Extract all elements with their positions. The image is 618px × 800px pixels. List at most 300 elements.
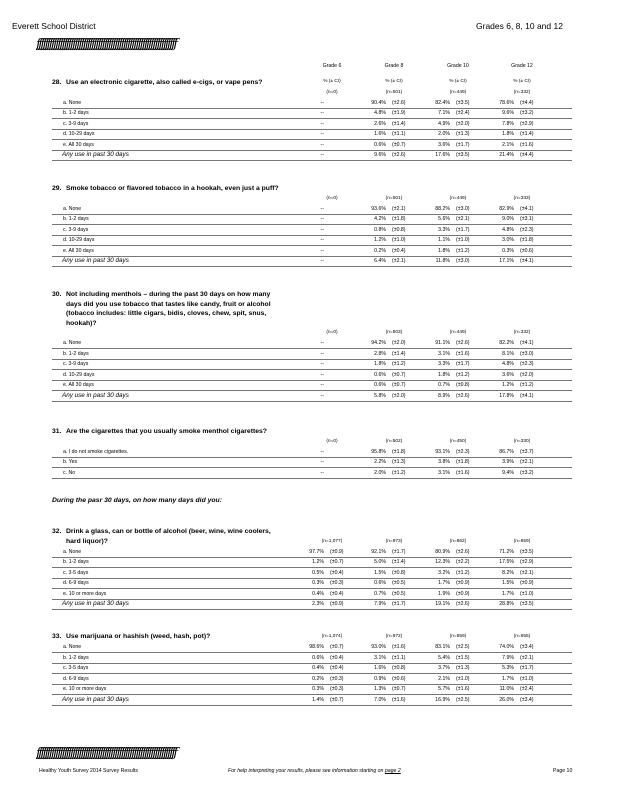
cell-percent: 80.9% bbox=[435, 548, 450, 555]
cell-percent: 5.8% bbox=[374, 392, 386, 399]
cell-ci: (±1.0) bbox=[456, 675, 470, 682]
cell-ci: (±0.3) bbox=[330, 686, 344, 692]
row-label: a. None bbox=[63, 340, 82, 346]
cell-percent: 82.2% bbox=[499, 340, 514, 346]
cell-ci: (±2.1) bbox=[520, 459, 534, 465]
cell-ci: (±3.2) bbox=[520, 469, 534, 476]
cell-percent: 5.7% bbox=[438, 686, 450, 692]
cell-ci: (±0.6) bbox=[392, 675, 406, 682]
sample-size: (n=0) bbox=[326, 195, 338, 201]
cell-percent: 7.9% bbox=[502, 654, 514, 661]
row-label: d. 6-9 days bbox=[63, 580, 89, 586]
cell-percent: 93.6% bbox=[371, 205, 386, 212]
any-use-row bbox=[52, 599, 572, 610]
table-row bbox=[52, 214, 572, 225]
cell-ci: (±0.5) bbox=[392, 590, 406, 597]
cell-percent: 1.4% bbox=[312, 696, 324, 703]
cell-percent: -- bbox=[320, 120, 324, 127]
cell-ci: (±0.4) bbox=[330, 569, 344, 576]
table-row bbox=[52, 674, 572, 685]
table-row bbox=[52, 663, 572, 674]
question-q29 bbox=[52, 184, 287, 194]
sample-size: (n=502) bbox=[385, 438, 403, 444]
cell-ci: (±2.6) bbox=[456, 601, 470, 607]
cell-ci: (±0.9) bbox=[456, 590, 470, 597]
cell-percent: 74.0% bbox=[499, 644, 514, 650]
cell-percent: 1.8% bbox=[502, 131, 514, 137]
cell-percent: 5.3% bbox=[502, 665, 514, 671]
cell-ci: (±0.5) bbox=[392, 580, 406, 586]
cell-percent: 5.0% bbox=[374, 559, 386, 565]
cell-ci: (±1.8) bbox=[392, 216, 406, 222]
footer-help-text bbox=[228, 768, 401, 774]
cell-ci: (±4.1) bbox=[520, 340, 534, 346]
cell-percent: 98.6% bbox=[309, 644, 324, 650]
any-use-row bbox=[52, 695, 572, 706]
row-label: Any use in past 30 days bbox=[62, 391, 129, 399]
sample-size: (n=330) bbox=[513, 438, 531, 444]
cell-ci: (±2.3) bbox=[456, 448, 470, 455]
cell-ci: (±0.7) bbox=[330, 559, 344, 565]
cell-percent: 17.8% bbox=[499, 392, 514, 399]
cell-ci: (±1.7) bbox=[456, 361, 470, 367]
cell-ci: (±1.7) bbox=[392, 548, 406, 555]
cell-percent: -- bbox=[320, 131, 324, 137]
cell-ci: (±1.4) bbox=[392, 350, 406, 357]
cell-ci: (±3.5) bbox=[520, 601, 534, 607]
row-label: a. None bbox=[63, 205, 82, 212]
any-use-row bbox=[52, 150, 572, 161]
cell-percent: 1.2% bbox=[374, 237, 386, 243]
cell-ci: (±3.5) bbox=[456, 99, 470, 106]
cell-percent: -- bbox=[320, 237, 324, 243]
cell-percent: -- bbox=[320, 392, 324, 399]
cell-ci: (±2.0) bbox=[392, 392, 406, 399]
cell-ci: (±0.9) bbox=[330, 601, 344, 607]
cell-ci: (±2.1) bbox=[520, 654, 534, 661]
cell-percent: -- bbox=[320, 382, 324, 388]
table-row bbox=[52, 642, 572, 653]
question-text: Smoke tobacco or flavored tobacco in a hookah, even just a puff? bbox=[66, 185, 279, 192]
row-label: c. No bbox=[63, 469, 76, 476]
cell-percent: 0.2% bbox=[374, 247, 386, 254]
cell-percent: 93.0% bbox=[371, 644, 386, 650]
cell-ci: (±2.0) bbox=[520, 371, 534, 378]
cell-ci: (±1.2) bbox=[392, 361, 406, 367]
cell-ci: (±1.6) bbox=[456, 686, 470, 692]
col-header: % (± CI) bbox=[449, 79, 467, 84]
sample-size: (n=862) bbox=[449, 538, 467, 544]
cell-ci: (±1.2) bbox=[456, 569, 470, 576]
sample-size: (n=449) bbox=[449, 89, 467, 95]
row-label: a. None bbox=[63, 548, 82, 555]
table-row bbox=[52, 204, 572, 215]
cell-ci: (±1.5) bbox=[456, 654, 470, 661]
grade-heading: Grade 8 bbox=[384, 63, 404, 69]
footer-page-link[interactable]: page 2 bbox=[384, 768, 401, 774]
cell-ci: (±4.1) bbox=[520, 392, 534, 399]
cell-ci: (±1.6) bbox=[520, 141, 534, 148]
cell-percent: 0.3% bbox=[312, 580, 324, 586]
question-q32 bbox=[52, 527, 287, 546]
cell-percent: 0.6% bbox=[374, 580, 386, 586]
row-label: b. 1-2 days bbox=[63, 216, 89, 222]
cell-ci: (±3.4) bbox=[520, 696, 534, 703]
cell-ci: (±2.6) bbox=[456, 548, 470, 555]
cell-percent: 97.7% bbox=[309, 548, 324, 555]
cell-ci: (±1.0) bbox=[520, 675, 534, 682]
cell-ci: (±3.4) bbox=[520, 644, 534, 650]
header-rule: ƒƒƒƒƒƒƒƒƒƒƒƒƒƒƒƒƒƒƒƒƒƒƒƒƒƒƒƒƒƒƒƒƒƒƒƒƒƒƒƒƒƒƒƒƒƒƒƒƒƒƒƒƒƒƒƒƒƒƒƒƒƒƒƒƒƒ bbox=[36, 37, 176, 52]
grade-heading: Grade 12 bbox=[511, 63, 533, 69]
cell-percent: 0.7% bbox=[438, 382, 450, 388]
sample-size: (n=655) bbox=[513, 634, 531, 639]
table-row bbox=[52, 129, 572, 140]
table-row bbox=[52, 568, 572, 579]
table-row bbox=[52, 119, 572, 130]
cell-percent: 17.5% bbox=[499, 559, 514, 565]
sample-size: (n=332) bbox=[513, 330, 531, 335]
cell-ci: (±1.1) bbox=[392, 654, 406, 661]
row-label: Any use in past 30 days bbox=[62, 257, 129, 264]
cell-ci: (±0.4) bbox=[330, 590, 344, 597]
footer-page-number: Page 10 bbox=[553, 768, 573, 774]
cell-percent: 1.9% bbox=[438, 590, 450, 597]
cell-ci: (±2.1) bbox=[392, 258, 406, 264]
row-label: c. 3-9 days bbox=[63, 226, 89, 233]
question-number: 33. bbox=[52, 633, 62, 640]
cell-ci: (±0.8) bbox=[392, 665, 406, 671]
grade-heading: Grade 10 bbox=[447, 63, 469, 69]
cell-percent: 7.9% bbox=[374, 601, 386, 607]
cell-percent: 1.7% bbox=[502, 590, 514, 597]
cell-percent: 0.7% bbox=[374, 590, 386, 597]
cell-percent: 0.3% bbox=[312, 686, 324, 692]
cell-percent: 8.2% bbox=[502, 569, 514, 576]
cell-percent: 0.2% bbox=[312, 675, 324, 682]
cell-percent: 1.6% bbox=[374, 131, 386, 137]
row-label: c. 3-5 days bbox=[63, 569, 89, 576]
cell-ci: (±2.4) bbox=[520, 686, 534, 692]
question-q31 bbox=[52, 427, 287, 437]
row-label: b. 1-2 days bbox=[63, 110, 89, 116]
cell-ci: (±1.8) bbox=[456, 459, 470, 465]
question-number: 29. bbox=[52, 185, 62, 192]
row-label: e. 10 or more days bbox=[63, 686, 107, 692]
question-text: Are the cigarettes that you usually smoke menthol cigarettes? bbox=[66, 428, 267, 435]
row-label: Any use in past 30 days bbox=[62, 600, 129, 607]
cell-ci: (±0.6) bbox=[520, 247, 534, 254]
grade-heading: Grade 6 bbox=[322, 63, 342, 69]
cell-percent: 6.4% bbox=[374, 258, 386, 264]
cell-percent: 93.1% bbox=[435, 448, 450, 455]
cell-ci: (±4.4) bbox=[520, 99, 534, 106]
cell-ci: (±1.8) bbox=[520, 237, 534, 243]
row-label: b. Yes bbox=[63, 459, 78, 465]
cell-ci: (±2.1) bbox=[520, 569, 534, 576]
sample-size: (n=503) bbox=[385, 330, 403, 335]
cell-percent: 0.8% bbox=[374, 226, 386, 233]
cell-percent: 1.7% bbox=[502, 675, 514, 682]
cell-percent: 3.1% bbox=[374, 654, 386, 661]
table-row bbox=[52, 457, 572, 468]
cell-percent: 4.8% bbox=[502, 226, 514, 233]
cell-percent: 3.7% bbox=[438, 665, 450, 671]
row-label: a. I do not smoke cigarettes. bbox=[63, 448, 129, 455]
cell-ci: (±1.8) bbox=[392, 448, 406, 455]
row-label: d. 10-29 days bbox=[63, 371, 95, 378]
table-row bbox=[52, 235, 572, 246]
cell-percent: 90.4% bbox=[371, 99, 386, 106]
cell-percent: 8.1% bbox=[502, 350, 514, 357]
header-grades: Grades 6, 8, 10 and 12 bbox=[476, 21, 563, 31]
row-label: b. 1-2 days bbox=[63, 350, 89, 357]
footer-help-prefix: For help interpreting your results, please see information starting on bbox=[228, 768, 385, 774]
cell-ci: (±1.7) bbox=[520, 665, 534, 671]
cell-percent: 19.1% bbox=[435, 601, 450, 607]
cell-percent: 3.9% bbox=[502, 459, 514, 465]
cell-percent: 0.6% bbox=[374, 141, 386, 148]
cell-ci: (±1.2) bbox=[520, 382, 534, 388]
row-label: c. 3-9 days bbox=[63, 120, 89, 127]
row-label: e. All 30 days bbox=[63, 141, 94, 148]
cell-percent: 3.2% bbox=[438, 569, 450, 576]
cell-percent: 1.6% bbox=[374, 665, 386, 671]
table-row bbox=[52, 468, 572, 479]
cell-percent: 1.5% bbox=[374, 569, 386, 576]
cell-percent: 0.4% bbox=[312, 590, 324, 597]
cell-ci: (±0.4) bbox=[330, 654, 344, 661]
cell-percent: 4.2% bbox=[374, 216, 386, 222]
sample-size: (n=501) bbox=[385, 195, 403, 201]
table-row bbox=[52, 246, 572, 257]
cell-ci: (±3.1) bbox=[520, 216, 534, 222]
table-row bbox=[52, 370, 572, 381]
cell-ci: (±1.7) bbox=[456, 141, 470, 148]
cell-percent: 2.2% bbox=[374, 459, 386, 465]
cell-percent: 2.0% bbox=[438, 131, 450, 137]
sample-size: (n=450) bbox=[449, 438, 467, 444]
cell-ci: (±1.0) bbox=[456, 237, 470, 243]
cell-ci: (±3.2) bbox=[520, 110, 534, 116]
cell-ci: (±1.2) bbox=[456, 247, 470, 254]
cell-ci: (±0.3) bbox=[330, 580, 344, 586]
question-number: 28. bbox=[52, 79, 62, 86]
table-row bbox=[52, 578, 572, 589]
cell-ci: (±1.0) bbox=[392, 237, 406, 243]
cell-ci: (±3.0) bbox=[456, 258, 470, 264]
table-row bbox=[52, 140, 572, 151]
cell-ci: (±4.4) bbox=[520, 152, 534, 158]
sample-size: (n=449) bbox=[449, 195, 467, 201]
cell-percent: 92.1% bbox=[371, 548, 386, 555]
cell-ci: (±0.9) bbox=[456, 580, 470, 586]
cell-percent: 3.3% bbox=[438, 226, 450, 233]
sample-size: (n=859) bbox=[449, 634, 467, 639]
cell-percent: 28.8% bbox=[499, 601, 514, 607]
question-text: Use marijuana or hashish (weed, hash, pot)? bbox=[66, 633, 211, 640]
row-label: d. 6-9 days bbox=[63, 675, 89, 682]
cell-ci: (±1.6) bbox=[456, 350, 470, 357]
row-label: c. 3-5 days bbox=[63, 665, 89, 671]
cell-ci: (±2.3) bbox=[520, 361, 534, 367]
cell-percent: -- bbox=[320, 110, 324, 116]
question-number: 32. bbox=[52, 528, 62, 535]
cell-ci: (±1.3) bbox=[456, 665, 470, 671]
cell-percent: 1.8% bbox=[438, 247, 450, 254]
header-district: Everett School District bbox=[12, 21, 96, 31]
cell-percent: 82.9% bbox=[499, 205, 514, 212]
cell-percent: 3.6% bbox=[502, 371, 514, 378]
sample-size: (n=332) bbox=[513, 89, 531, 95]
question-text: Drink a glass, can or bottle of alcohol (beer, wine, wine coolers, hard liquor)? bbox=[66, 528, 271, 545]
cell-percent: 1.8% bbox=[374, 361, 386, 367]
cell-ci: (±2.3) bbox=[520, 226, 534, 233]
footer-survey-name: Healthy Youth Survey 2014 Survey Results bbox=[39, 768, 138, 774]
table-row bbox=[52, 225, 572, 236]
cell-ci: (±1.4) bbox=[520, 131, 534, 137]
row-label: e. 10 or more days bbox=[63, 590, 107, 597]
sample-size: (n=659) bbox=[513, 538, 531, 544]
cell-percent: 26.0% bbox=[499, 696, 514, 703]
cell-percent: 0.9% bbox=[374, 675, 386, 682]
cell-ci: (±1.9) bbox=[392, 110, 406, 116]
sample-size: (n=0) bbox=[326, 330, 338, 335]
any-use-row bbox=[52, 256, 572, 267]
cell-percent: 83.1% bbox=[435, 644, 450, 650]
cell-percent: -- bbox=[320, 141, 324, 148]
cell-percent: 17.1% bbox=[499, 258, 514, 264]
cell-ci: (±2.1) bbox=[456, 216, 470, 222]
cell-percent: 1.7% bbox=[438, 580, 450, 586]
cell-percent: 0.6% bbox=[312, 654, 324, 661]
cell-percent: 8.9% bbox=[438, 392, 450, 399]
cell-percent: 12.3% bbox=[435, 559, 450, 565]
cell-ci: (±0.7) bbox=[392, 686, 406, 692]
cell-ci: (±0.7) bbox=[392, 371, 406, 378]
table-row bbox=[52, 108, 572, 119]
cell-ci: (±2.0) bbox=[456, 120, 470, 127]
table-row bbox=[52, 684, 572, 695]
cell-ci: (±1.3) bbox=[456, 131, 470, 137]
row-label: Any use in past 30 days bbox=[62, 151, 129, 158]
cell-percent: 9.6% bbox=[374, 152, 386, 158]
row-label: d. 10-29 days bbox=[63, 131, 95, 137]
cell-ci: (±0.7) bbox=[330, 644, 344, 650]
cell-percent: -- bbox=[320, 371, 324, 378]
cell-percent: 88.2% bbox=[435, 205, 450, 212]
cell-percent: 3.6% bbox=[438, 141, 450, 148]
cell-ci: (±2.1) bbox=[392, 205, 406, 212]
table-row bbox=[52, 349, 572, 360]
cell-percent: 17.6% bbox=[435, 152, 450, 158]
cell-percent: -- bbox=[320, 247, 324, 254]
cell-percent: 86.7% bbox=[499, 448, 514, 455]
cell-ci: (±2.5) bbox=[456, 644, 470, 650]
sample-size: (n=0) bbox=[326, 89, 338, 95]
cell-percent: 78.6% bbox=[499, 99, 514, 106]
cell-percent: 9.6% bbox=[502, 110, 514, 116]
row-label: d. 10-29 days bbox=[63, 237, 95, 243]
sample-size: (n=973) bbox=[385, 538, 403, 544]
question-number: 30. bbox=[52, 291, 62, 298]
cell-percent: 16.9% bbox=[435, 696, 450, 703]
sample-size: (n=972) bbox=[385, 634, 403, 639]
cell-ci: (±1.6) bbox=[392, 644, 406, 650]
cell-percent: 0.6% bbox=[374, 371, 386, 378]
cell-ci: (±0.4) bbox=[392, 247, 406, 254]
cell-percent: 2.1% bbox=[438, 675, 450, 682]
question-text: Not including menthols – during the past 30 days on how many days did you use tobacco that tastes like candy, fruit or alcohol (tobacco includes: little cigars, bidis, cloves, chew, spit, snus, hookah)? bbox=[66, 291, 271, 327]
cell-percent: -- bbox=[320, 216, 324, 222]
question-number: 31. bbox=[52, 428, 62, 435]
cell-ci: (±2.2) bbox=[456, 559, 470, 565]
cell-ci: (±2.4) bbox=[456, 110, 470, 116]
cell-ci: (±0.4) bbox=[330, 665, 344, 671]
section-intro: During the pasr 30 days, on how many days did you: bbox=[52, 497, 222, 504]
cell-percent: 3.3% bbox=[438, 361, 450, 367]
cell-percent: 95.8% bbox=[371, 448, 386, 455]
cell-ci: (±0.7) bbox=[392, 141, 406, 148]
cell-ci: (±0.7) bbox=[330, 696, 344, 703]
cell-percent: 21.4% bbox=[499, 152, 514, 158]
cell-percent: 0.5% bbox=[312, 569, 324, 576]
cell-ci: (±0.8) bbox=[392, 569, 406, 576]
cell-ci: (±1.7) bbox=[392, 601, 406, 607]
cell-ci: (±4.1) bbox=[520, 205, 534, 212]
cell-ci: (±2.5) bbox=[456, 696, 470, 703]
row-label: e. All 30 days bbox=[63, 382, 94, 388]
cell-ci: (±2.6) bbox=[456, 392, 470, 399]
cell-ci: (±1.7) bbox=[456, 226, 470, 233]
cell-ci: (±2.9) bbox=[520, 120, 534, 127]
cell-percent: 11.8% bbox=[435, 258, 450, 264]
row-label: b. 1-2 days bbox=[63, 654, 89, 661]
cell-percent: -- bbox=[320, 469, 324, 476]
cell-ci: (±1.2) bbox=[392, 469, 406, 476]
cell-ci: (±2.6) bbox=[456, 340, 470, 346]
any-use-row bbox=[52, 391, 572, 402]
sample-size: (n=449) bbox=[449, 330, 467, 335]
cell-percent: 0.4% bbox=[312, 665, 324, 671]
row-label: c. 3-9 days bbox=[63, 361, 89, 367]
cell-percent: 1.1% bbox=[438, 237, 450, 243]
cell-ci: (±2.9) bbox=[520, 559, 534, 565]
cell-percent: 1.2% bbox=[502, 382, 514, 388]
footer-rule: ƒƒƒƒƒƒƒƒƒƒƒƒƒƒƒƒƒƒƒƒƒƒƒƒƒƒƒƒƒƒƒƒƒƒƒƒƒƒƒƒƒƒƒƒƒƒƒƒƒƒƒƒƒƒƒƒƒƒƒƒƒƒƒƒƒƒ bbox=[36, 746, 176, 761]
sample-size: (n=1,077) bbox=[321, 538, 343, 544]
cell-ci: (±0.8) bbox=[392, 226, 406, 233]
col-header: % (± CI) bbox=[513, 79, 531, 84]
sample-size: (n=333) bbox=[513, 195, 531, 201]
cell-percent: 11.0% bbox=[499, 686, 514, 692]
row-label: e. All 30 days bbox=[63, 247, 94, 254]
cell-ci: (±0.9) bbox=[520, 580, 534, 586]
cell-ci: (±2.6) bbox=[392, 99, 406, 106]
table-row bbox=[52, 557, 572, 568]
cell-ci: (±1.0) bbox=[520, 590, 534, 597]
cell-percent: -- bbox=[320, 340, 324, 346]
cell-percent: 3.1% bbox=[438, 469, 450, 476]
cell-percent: -- bbox=[320, 226, 324, 233]
cell-ci: (±0.7) bbox=[392, 382, 406, 388]
cell-percent: 1.3% bbox=[374, 686, 386, 692]
table-row bbox=[52, 589, 572, 600]
cell-ci: (±3.0) bbox=[520, 350, 534, 357]
cell-ci: (±4.1) bbox=[520, 258, 534, 264]
question-q28 bbox=[52, 78, 287, 88]
cell-percent: 1.2% bbox=[312, 559, 324, 565]
